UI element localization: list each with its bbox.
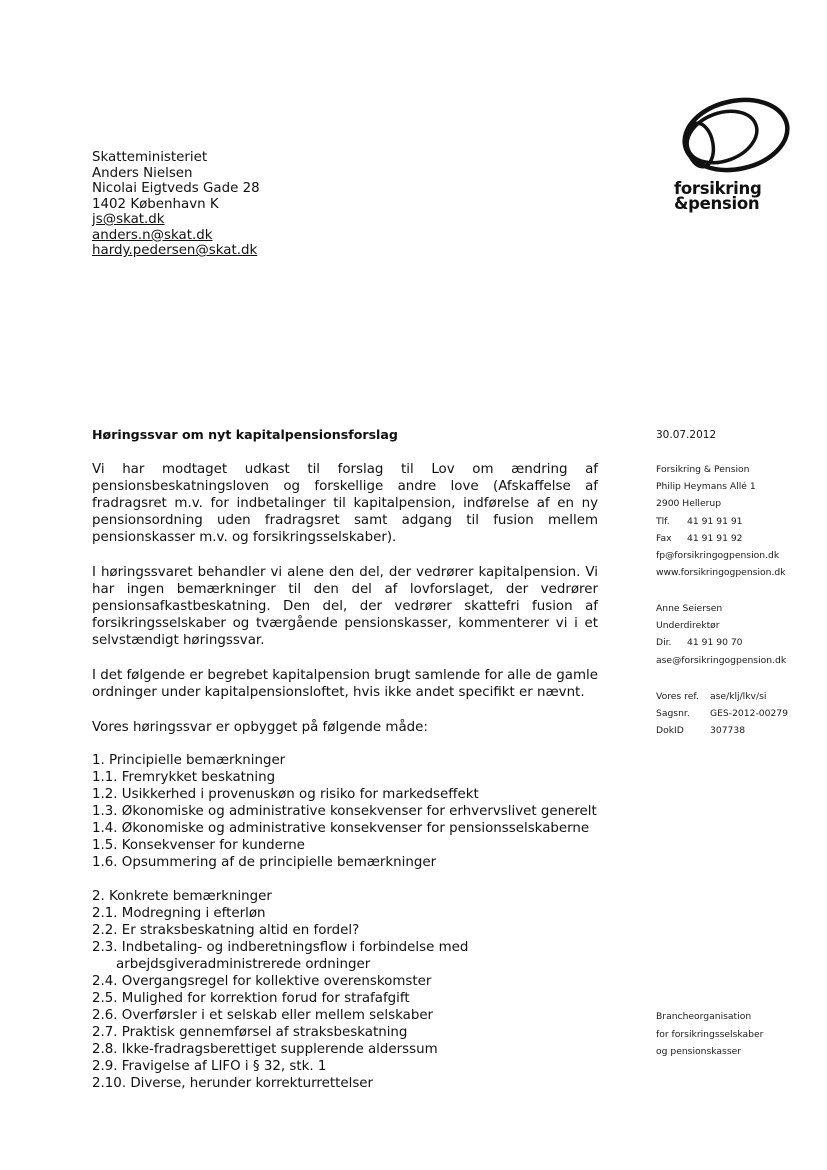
person-name: Anne Seiersen	[656, 603, 723, 614]
toc-item: 1.4. Økonomiske og administrative konsekvenser for pensionsselskaberne	[92, 821, 590, 836]
toc-item: 2. Konkrete bemærkninger	[92, 889, 272, 904]
phone-value: 41 91 91 91	[687, 515, 743, 527]
forsikring-pension-swirl-logo	[670, 93, 792, 179]
recipient-address	[92, 150, 260, 259]
sender-org: Forsikring & Pension	[656, 464, 750, 475]
reference-block	[656, 688, 788, 740]
logo-wordmark	[674, 181, 761, 211]
recipient-line: Anders Nielsen	[92, 165, 193, 181]
toc-item: 2.9. Fravigelse af LIFO i § 32, stk. 1	[92, 1059, 327, 1074]
toc-item: 2.2. Er straksbeskatning altid en fordel?	[92, 923, 360, 938]
person-email[interactable]: ase@forsikringogpension.dk	[656, 654, 787, 666]
contact-person	[656, 600, 786, 669]
direct-label: Dir.	[656, 637, 672, 649]
sender-email[interactable]: fp@forsikringogpension.dk	[656, 550, 780, 562]
sender-contact	[656, 461, 786, 581]
fax-value: 41 91 91 92	[687, 532, 743, 544]
toc-item: 1.5. Konsekvenser for kunderne	[92, 838, 305, 853]
sender-street: Philip Heymans Allé 1	[656, 481, 756, 493]
docid-row	[656, 722, 788, 739]
body-paragraph: Vi har modtaget udkast til forslag til Lov om ændring af pensionsbeskatningsloven og forskellige andre love (Afskaffelse af fradragsret m.v. for indbetalinger til kapitalpension, indførelse af en ny pensionsordning uden fradragsret samt adgang til fusion mellem pensionskasser m.v. og forsikringsselskaber).	[92, 462, 598, 545]
recipient-email-link[interactable]: js@skat.dk	[92, 212, 165, 227]
tagline-line: Brancheorganisation	[656, 1011, 752, 1022]
ref-label: Vores ref.	[656, 691, 699, 702]
person-direct-phone	[656, 634, 786, 651]
docid-label: DokID	[656, 725, 684, 737]
toc-item: 1.1. Fremrykket beskatning	[92, 770, 276, 785]
body-paragraph: Vores høringssvar er opbygget på følgende måde:	[92, 720, 428, 735]
toc-item: 2.1. Modregning i efterløn	[92, 906, 266, 921]
logo-line-2: &pension	[674, 194, 760, 213]
body-paragraph: I det følgende er begrebet kapitalpension brugt samlende for alle de gamle ordninger under kapitalpensionsloftet, hvis ikke andet specifikt er nævnt.	[92, 668, 598, 700]
tagline-line: for forsikringsselskaber	[656, 1028, 764, 1040]
toc-item: 2.7. Praktisk gennemførsel af straksbeskatning	[92, 1025, 408, 1040]
toc-item: 2.3. Indbetaling- og indberetningsflow i forbindelse med arbejdsgiveradministrerede ordninger	[92, 940, 469, 972]
recipient-email-link[interactable]: anders.n@skat.dk	[92, 227, 213, 243]
toc-item: 2.6. Overførsler i et selskab eller mellem selskaber	[92, 1008, 434, 1023]
docid-value: 307738	[710, 725, 746, 737]
recipient-line: Skatteministeriet	[92, 150, 208, 165]
phone-label: Tlf.	[656, 515, 670, 527]
ref-value: ase/klj/lkv/si	[710, 691, 767, 702]
recipient-line: Nicolai Eigtveds Gade 28	[92, 181, 260, 196]
toc-item: 1.2. Usikkerhed i provenuskøn og risiko for markedseffekt	[92, 787, 479, 802]
letter-subject: Høringssvar om nyt kapitalpensionsforslag	[92, 427, 398, 442]
sender-city: 2900 Hellerup	[656, 498, 722, 510]
logo-line-1: forsikring	[674, 179, 762, 198]
person-title: Underdirektør	[656, 620, 720, 632]
recipient-line: 1402 København K	[92, 196, 219, 212]
case-row	[656, 705, 788, 722]
toc-item: 1.3. Økonomiske og administrative konsekvenser for erhvervslivet generelt	[92, 804, 597, 819]
toc-item: 1.6. Opsummering af de principielle bemærkninger	[92, 855, 437, 870]
fax-label: Fax	[656, 532, 672, 544]
company-logo	[640, 93, 790, 218]
organisation-tagline	[656, 1008, 763, 1061]
toc-item: 2.8. Ikke-fradragsberettiget supplerende alderssum	[92, 1042, 438, 1057]
recipient-email-link[interactable]: hardy.pedersen@skat.dk	[92, 243, 258, 258]
toc-section-2	[92, 888, 598, 1092]
direct-value: 41 91 90 70	[687, 637, 743, 649]
toc-item: 2.10. Diverse, herunder korrekturrettelser	[92, 1076, 374, 1091]
letter-body	[92, 461, 598, 1109]
tagline-line: og pensionskasser	[656, 1046, 742, 1057]
sender-fax	[656, 530, 786, 547]
ref-row	[656, 688, 788, 705]
sender-website[interactable]: www.forsikringogpension.dk	[656, 567, 786, 579]
letter-date: 30.07.2012	[656, 429, 717, 441]
body-paragraph: I høringssvaret behandler vi alene den del, der vedrører kapitalpension. Vi har ingen bemærkninger til den del af lovforslaget, der vedrører pensionsafkastbeskatning. Den del, der vedrører skattefri fusion af forsikringsselskaber og tværgående pensionskasser, kommenterer vi i et selvstændigt høringssvar.	[92, 565, 598, 648]
case-value: GES-2012-00279	[710, 708, 788, 720]
toc-section-1	[92, 752, 598, 871]
toc-item: 1. Principielle bemærkninger	[92, 753, 286, 768]
toc-item: 2.5. Mulighed for korrektion forud for strafafgift	[92, 991, 410, 1006]
case-label: Sagsnr.	[656, 708, 690, 720]
sender-phone	[656, 513, 786, 530]
toc-item: 2.4. Overgangsregel for kollektive overenskomster	[92, 974, 432, 989]
